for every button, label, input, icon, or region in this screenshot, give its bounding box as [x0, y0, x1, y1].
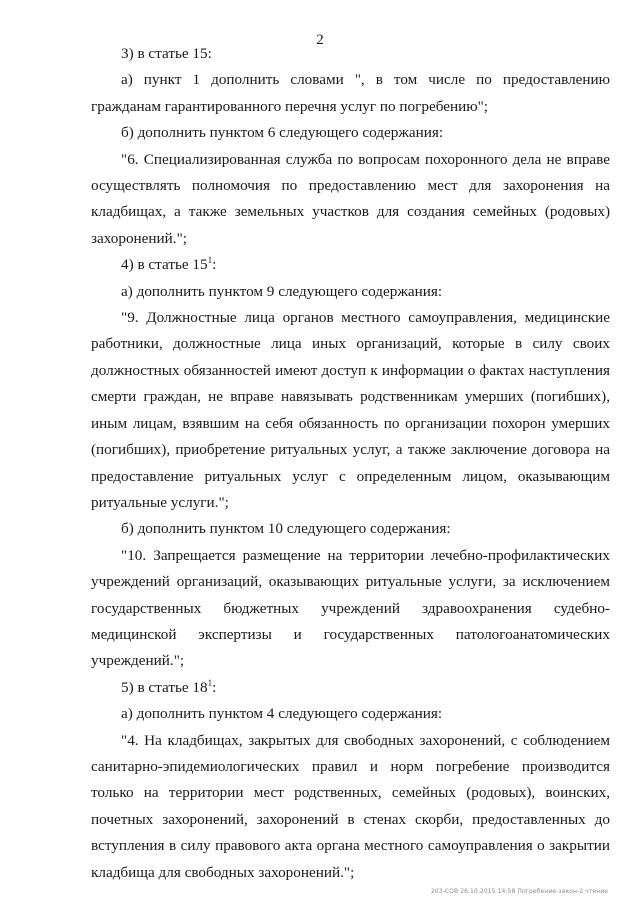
paragraph-15-1-a [91, 279, 610, 305]
paragraph-text-after: : [212, 256, 217, 274]
paragraph-point-6 [91, 147, 610, 253]
paragraph-text: 4) в статье 15 [121, 256, 208, 274]
document-body [91, 41, 610, 886]
paragraph-point-9 [91, 305, 610, 516]
paragraph-article-18-1-heading [91, 675, 610, 701]
paragraph-text: а) пункт 1 дополнить словами ", в том числе по предоставлению гражданам гарантированного перечня услуг по погребению"; [91, 71, 610, 115]
paragraph-text: 3) в статье 15: [121, 45, 212, 62]
paragraph-15-b [91, 120, 610, 146]
page-number: 2 [316, 32, 324, 48]
paragraph-15-a [91, 67, 610, 120]
paragraph-text: "10. Запрещается размещение на территории лечебно-профилактических учреждений организаций, оказывающих ритуальные услуги, за исключением государственных бюджетных учреждений здравоохранения судебно-медицинской экспертизы и государственных патологоанатомических учреждений."; [91, 546, 610, 670]
paragraph-text: б) дополнить пунктом 10 следующего содержания: [121, 520, 451, 538]
paragraph-text: а) дополнить пунктом 4 следующего содержания: [121, 705, 443, 723]
paragraph-15-1-b [91, 516, 610, 542]
paragraph-text: "6. Специализированная служба по вопросам похоронного дела не вправе осуществлять полномочия по предоставлению мест для захоронения на кладбищах, а также земельных участков для создания семейных (родовых) захоронений."; [91, 150, 610, 247]
paragraph-article-15-1-heading [91, 252, 610, 278]
paragraph-text: б) дополнить пунктом 6 следующего содержания: [121, 124, 444, 142]
paragraph-point-4 [91, 728, 610, 886]
paragraph-18-1-a [91, 701, 610, 727]
paragraph-point-10 [91, 543, 610, 675]
paragraph-text: "4. На кладбищах, закрытых для свободных захоронений, с соблюдением санитарно-эпидемиологических правил и норм погребение производится только на территории мест родственных, семейных (родовых), воинских, почетных захоронений, захоронений в стенах скорби, предоставленных до вступления в силу правового акта органа местного самоуправления о закрытии кладбища для свободных захоронений."; [91, 731, 610, 881]
paragraph-article-15-heading [91, 41, 610, 67]
paragraph-text: а) дополнить пунктом 9 следующего содержания: [121, 282, 443, 300]
paragraph-text-after: : [212, 678, 217, 696]
footer-stamp: 203-СОВ 26.10.2015 14:58 Погребение-закон-2 чтение [430, 888, 608, 895]
superscript: 1 [207, 677, 213, 688]
superscript: 1 [207, 255, 213, 266]
paragraph-text: "9. Должностные лица органов местного самоуправления, медицинские работники, должностные лица иных организаций, которые в силу своих должностных обязанностей имеют доступ к информации о фактах наступления смерти граждан, не вправе навязывать родственникам умерших (погибших), иным лицам, взявшим на себя обязанность по организации похорон умерших (погибших), приобретение ритуальных услуг, а также заключение договора на предоставление ритуальных услуг с определенным лицом, оказывающим ритуальные услуги."; [91, 309, 610, 511]
paragraph-text: 5) в статье 18 [121, 678, 208, 696]
